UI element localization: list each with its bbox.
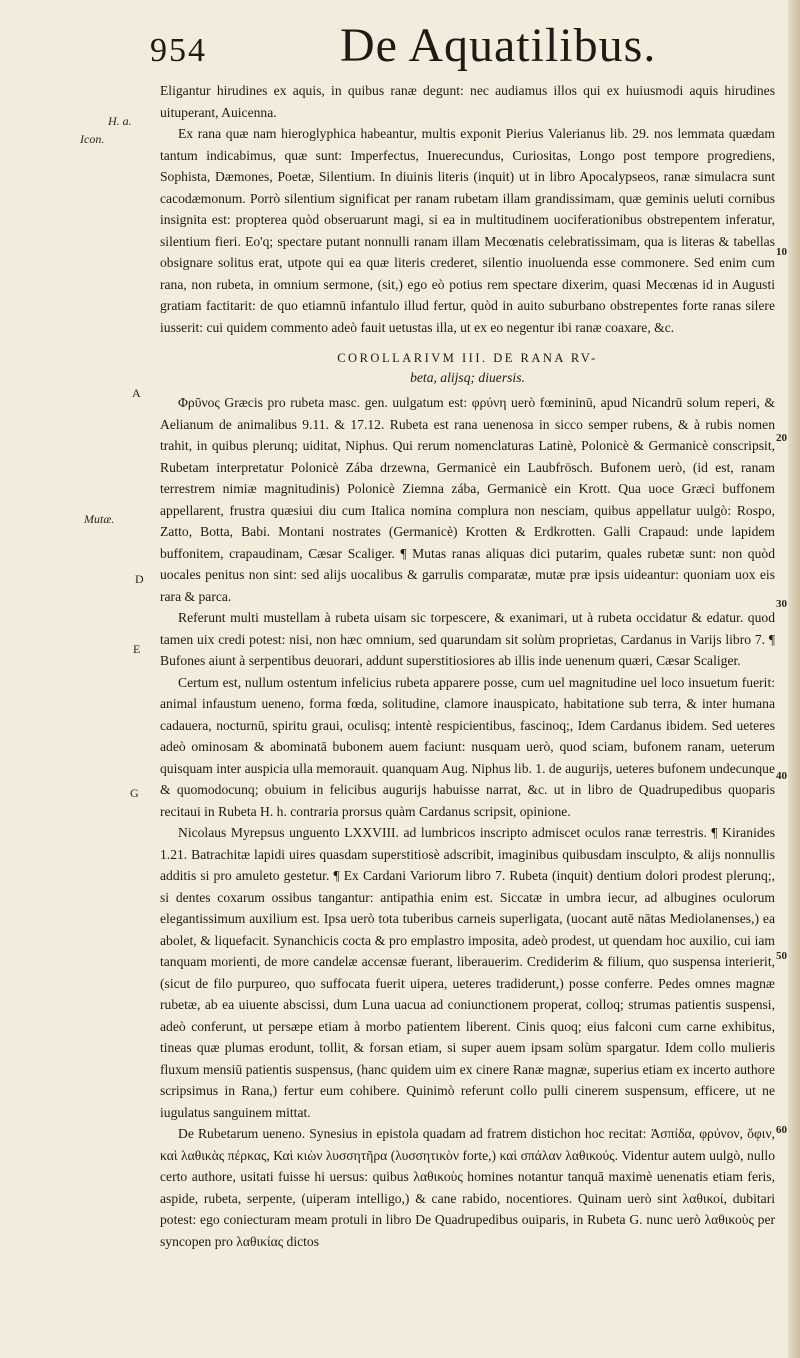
line-marker-20: 20	[776, 432, 787, 444]
paragraph-veneno: De Rubetarum ueneno. Synesius in epistola quadam ad fratrem distichon hoc recitat: Ἀσπίδα, φρύνον, ὄφιν, καὶ λαθικὰς πέρκας, Καὶ κιὼν λυσσητῆρα (λυσσητικὸν forte,) καὶ σπάλαν λαθικούς. Videntur autem uulgò, nullo certo authore, usitati fuisse hi uersus: quibus λαθικοὺς homines notantur tanquā maximè uenenatis etiam feris, aspide, rubeta, serpente, (uiperam intelligo,) & cane rabido, nocentiores. Quinam uerò sint λαθικοί, dubitari potest: ego coniecturam meam protuli in libro De Quadrupedibus ouiparis, in Rubeta G. nunc uerò λαθικοὺς per syncopen pro λαθικίας dictos	[160, 1126, 775, 1249]
margin-note-g: G	[130, 786, 139, 800]
margin-note-ha: H. a.	[108, 114, 132, 128]
margin-note-icon: Icon.	[80, 132, 105, 146]
line-marker-30: 30	[776, 598, 787, 610]
margin-note-a: A	[132, 386, 141, 400]
main-text	[160, 80, 775, 1252]
section-subheading: beta, alijsq; diuersis.	[410, 370, 525, 385]
running-title: De Aquatilibus.	[340, 19, 657, 72]
line-marker-60: 60	[776, 1124, 787, 1136]
line-marker-10: 10	[776, 246, 787, 258]
margin-note-e: E	[133, 642, 141, 656]
page-edge-shadow	[788, 0, 800, 1358]
paragraph-g-remedia: Nicolaus Myrepsus unguento LXXVIII. ad lumbricos inscripto admiscet oculos ranæ terrestris. ¶ Kiranides 1.21. Batrachitæ lapidi uires quasdam superstitiosè adscribit, imaginibus quibusdam insculpto, & alijs nonnullis additis si pro amuleto gestetur. ¶ Ex Cardani Variorum libro 7. Rubeta (inquit) dentium dolori prodest plerunq;, si dentes coxarum ossibus tangantur: antipathia enim est. Siccatæ in umbra iecur, ad albugines oculorum elegantissimum auxilium est. Ipsa uerò tota tuberibus carneis superligata, (uocant autē nātas Mediolanenses,) ea abolet, & liquefacit. Synanchicis cocta & pro emplastro imposita, adeò prodest, ut quendam hoc auxilio, cui iam tanquam morienti, de more candelæ accensæ fuerant, liberauerim. Crediderim & filium, quo suspensa interierit, (sicut de filo purpureo, quo suffocata fuerit uipera, ueteres tradiderunt,) posse conferre. Pedes omnes magnæ rubetæ, ab ea uiuente abscissi, dum Luna uacua ad coniunctionem properat, colloq; strumas patientis suspensi, adeò conferunt, ut persæpe etiam à morbo patientem liberent. Cinis quoq; eius falconi cum carne exhibitus, tineas quæ plumas erodunt, tollit, & forsan etiam, si super auem ipsam solùm spargatur. Idem collo mulieris fluxum mensiū patientis suspensus, (hanc quidem uim ex cinere Ranæ magnæ, superius etiam ex incerto authore scripsimus in Rana,) fertur eum cohibere. Quinimò referunt collo pulli cinerem suspensum, efficere, ut ne iugulatus sanguinem mittat.	[160, 825, 775, 1120]
paragraph-hieroglyphica: Ex rana quæ nam hieroglyphica habeantur, multis exponit Pierius Valerianus lib. 29. nos lemmata quædam tantum indicabimus, quæ sunt: Imperfectus, Inuerecundus, Curiositas, Longo post tempore progrediens, Sophista, Dæmones, Poetæ, Silentium. In diuinis literis (inquit) ut in libro Apocalypseos, ranæ simulacra sunt cacodæmonum. Porrò silentium significat per ranam rubetam illam grandissimam, quæ geminis ueluti cornibus insignita est: propterea quòd obseruarunt magi, si ea in multitudinem uociferationibus obstrepentem inferatur, silentium fieri. Eo'q; spectare putant nonnulli ranam illam Mecœnatis celebratissimam, qua is literas & tabellas obsignare solitus erat, utpote qui ea quæ literis crederet, silentio inuoluenda esse commonere. Sed enim cum rana, non rubeta, in omnium sermone, (sit,) ego eò potius rem spectare dixerim, quasi Mecœnas id in Augusti gratiam factitarit: de quo etiamnū infantulo illud fertur, quòd in auito suburbano obstrepentes forte ranas silere iusserit: cui quidem commento adeò fauit uetustas illa, ut ex eo negentur ibi ranæ coaxare, &c.	[160, 126, 775, 335]
margin-note-mutae: Mutæ.	[84, 512, 115, 526]
section-heading: COROLLARIVM III. DE RANA RV-	[337, 351, 598, 365]
paragraph-d-mustella: Referunt multi mustellam à rubeta uisam sic torpescere, & exanimari, ut à rubeta occidatur & edatur. quod tamen uix credi potest: nisi, non hæc omnium, sed quarundam sit solùm proprietas, Cardanus in Varijs libro 7. ¶ Bufones aiunt à serpentibus deuorari, addunt superstitiosiores ab illis inde uenenum quæri, Cæsar Scaliger.	[160, 610, 775, 668]
line-marker-40: 40	[776, 770, 787, 782]
line-marker-50: 50	[776, 950, 787, 962]
paragraph-hirudines: Eligantur hirudines ex aquis, in quibus ranæ degunt: nec audiamus illos qui ex huiusmodi aquis hirudines uituperant, Auicenna.	[160, 83, 775, 120]
margin-note-d: D	[135, 572, 144, 586]
paragraph-e-ostentum: Certum est, nullum ostentum infelicius rubeta apparere posse, cum uel magnitudine uel loco insuetum fuerit: animal infaustum ueneno, forma fœda, solitudine, clamore inauspicato, habitatione sub terra, & inter humana cadauera, nocturnū, spiritu graui, oculisq; intentè respicientibus, fascinoq;, Idem Cardanus ibidem. Sed ueteres adeò ominosam & abominatā bubonem auem faciunt: nusquam uerò, quod sciam, bufonem ranam, ueterum quisquam inter auspicia ulla memorauit. quanquam Aug. Niphus lib. 1. de augurijs, ueteres bufonem undecunque & quomodocunq; obuium in felicibus augurijs habuisse narrat, &c. ut in libro de Quadrupedibus quoparis recitaui in Rubeta H. h. contraria prorsus quàm Cardanus scripsit, opinione.	[160, 674, 775, 819]
paragraph-a-nomenclature: Φρῦνος Græcis pro rubeta masc. gen. uulgatum est: φρύνη uerò fœmininū, apud Nicandrū solum reperi, & Aelianum de animalibus 9.11. & 17.12. Rubeta est rana uenenosa in sicco semper rubens, & à rubis nomen trahit, in quibus plerunq; uiditat, Niphus. Qui rerum nomenclaturas Latinè, Polonicè & Germanicè conscripsit, Rubetam interpretatur Polonicè Zába drzewna, Germanicè ein Laubfrösch. Bufonem uerò, (id est, ranam terrestrem nimiæ magnitudinis) Polonicè Ziemna zába, Germanicè ein Krott. Qua uoce Græci buffonem appellarent, frustra quæsiui diu cum Italica nomina complura non nesciam, quibus appellatur uulgò: Rospo, Zatto, Botta, Babi. Montani nostrates (Germanicè) Krotten & Erdkrotten. Galli Crapaud: unde lapidem buffonitem, crapaudinam, Cæsar Scaliger. ¶ Mutas ranas aliquas dici putarim, quales rubetæ sunt: non quòd uocales penitus non sint: sed alijs uocalibus & garrulis comparatæ, mutæ præ ipsis uideantur: quoniam uox eis rara & parca.	[160, 395, 775, 604]
page-number: 954	[150, 32, 207, 69]
